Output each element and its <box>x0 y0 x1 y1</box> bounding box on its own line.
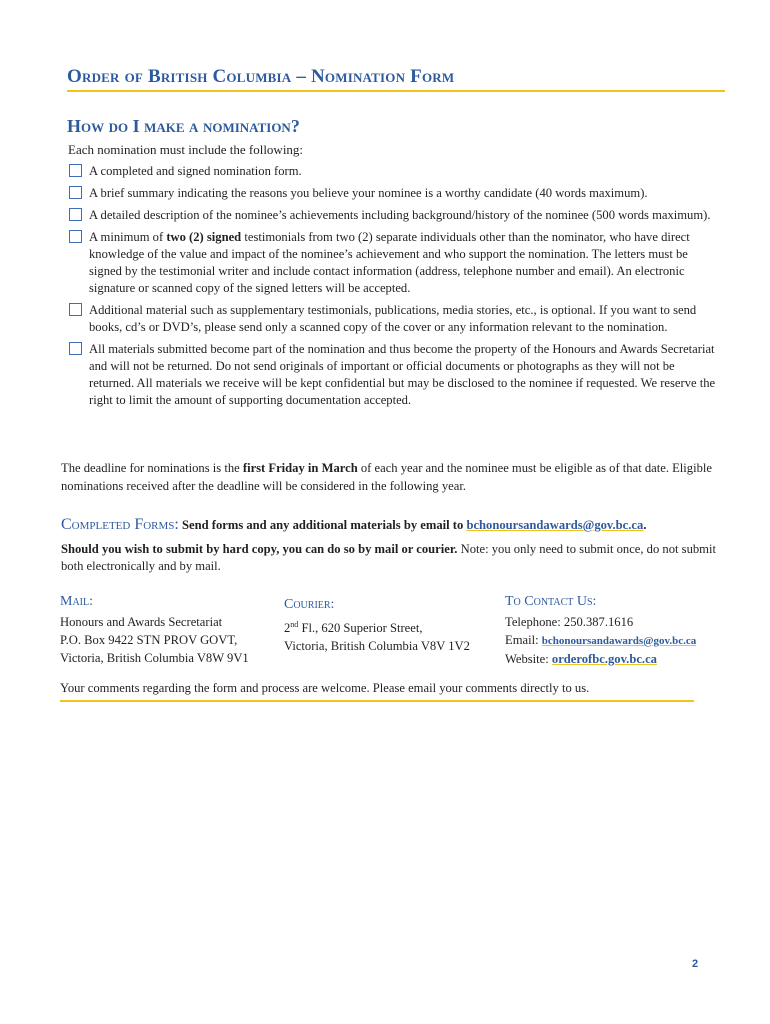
checkbox-detailed-description[interactable] <box>69 208 82 221</box>
hardcopy-paragraph <box>61 541 723 575</box>
page-number: 2 <box>692 958 699 970</box>
checklist-item-text: All materials submitted become part of the nomination and thus become the property of the Honours and Awards Secretariat and will not be returned. Do not send originals of important or official documents or photographs as they will not be returned. All materials we receive will be kept confidential but may be disclosed to the nominee if requested. We reserve the right to limit the amount of supporting documentation accepted. <box>89 342 716 407</box>
checklist-item-text: A completed and signed nomination form. <box>89 164 302 178</box>
checklist-item-text: A brief summary indicating the reasons you believe your nominee is a worthy candidate (40 words maximum). <box>89 186 648 200</box>
contact-email-link[interactable]: bchonoursandawards@gov.bc.ca <box>541 635 697 647</box>
testimonials-post-text: testimonials from two (2) separate individuals other than the nominator, who have direct knowledge of the value and impact of the nominee’s achievement and who support the nomination. The letters must be signed by the testimonial writer and include contact information (address, telephone number and email). An electronic signature or scanned copy of the signed letters will be accepted. <box>89 230 690 295</box>
contact-heading: To Contact Us: <box>505 594 597 609</box>
hardcopy-bold: Should you wish to submit by hard copy, you can do so by mail or courier. <box>61 542 458 556</box>
hardcopy-note: Note: you only need to submit once, do not submit both electronically and by mail. <box>61 542 716 573</box>
checkbox-nomination-form[interactable] <box>69 164 82 177</box>
testimonials-bold-text: two (2) signed <box>166 230 242 244</box>
mail-heading: Mail: <box>60 594 93 609</box>
completed-forms-label: Completed Forms: <box>61 516 179 533</box>
deadline-paragraph <box>61 459 723 495</box>
courier-line <box>284 616 499 637</box>
mail-line: P.O. Box 9422 STN PROV GOVT, <box>60 633 238 647</box>
checkbox-materials-property[interactable] <box>69 342 82 355</box>
deadline-pre: The deadline for nominations is the <box>61 461 243 475</box>
deadline-bold: first Friday in March <box>242 461 358 475</box>
courier-street: Fl., 620 Superior Street, <box>298 621 423 636</box>
courier-floor-suffix: nd <box>290 620 299 629</box>
section-heading-how: How do I make a nomination? <box>67 116 300 136</box>
checklist-item-text: Additional material such as supplementary testimonials, publications, media stories, etc., is optional. If you want to send books, cd’s or DVD’s, please send only a scanned copy of the cover or any information relevant to the nomination. <box>89 303 697 334</box>
completed-forms-paragraph <box>61 516 723 534</box>
completed-forms-period: . <box>643 518 647 532</box>
deadline-post: of each year and the nominee must be eligible as of that date. Eligible nominations received after the deadline will be considered in the following year. <box>61 461 712 493</box>
courier-line: Victoria, British Columbia V8V 1V2 <box>284 639 470 654</box>
mail-line: Victoria, British Columbia V8W 9V1 <box>60 651 249 665</box>
courier-address-block <box>284 596 499 655</box>
checkbox-brief-summary[interactable] <box>69 186 82 199</box>
checklist-item-text: A detailed description of the nominee’s achievements including background/history of the nominee (500 words maximum). <box>89 208 711 222</box>
checklist-item <box>69 163 721 180</box>
checklist-item <box>69 207 721 224</box>
contact-website-link[interactable]: orderofbc.gov.bc.ca <box>551 652 657 666</box>
document-title: Order of British Columbia – Nomination Form <box>67 66 725 92</box>
requirements-checklist <box>69 163 721 414</box>
completed-forms-text: Send forms and any additional materials by email to <box>178 518 467 532</box>
courier-heading: Courier: <box>284 597 335 612</box>
submission-email-link[interactable]: bchonoursandawards@gov.bc.ca <box>466 518 644 532</box>
contact-block <box>505 593 745 668</box>
mail-address-block <box>60 593 275 667</box>
checklist-item <box>69 341 721 409</box>
checkbox-testimonials[interactable] <box>69 230 82 243</box>
checklist-item-text <box>89 229 721 297</box>
contact-website-label: Website: <box>505 652 552 666</box>
checklist-item <box>69 185 721 202</box>
intro-text: Each nomination must include the following: <box>68 142 304 157</box>
contact-telephone: Telephone: 250.387.1616 <box>505 615 634 629</box>
contact-website-line <box>505 650 745 668</box>
comments-note: Your comments regarding the form and process are welcome. Please email your comments directly to us. <box>60 681 694 702</box>
courier-floor: 2 <box>284 621 291 636</box>
testimonials-pre-text: A minimum of <box>89 230 167 244</box>
checklist-item <box>69 302 721 336</box>
contact-email-line <box>505 631 745 650</box>
checkbox-additional-material[interactable] <box>69 303 82 316</box>
contact-email-label: Email: <box>505 633 542 647</box>
checklist-item <box>69 229 721 297</box>
mail-line: Honours and Awards Secretariat <box>60 615 223 629</box>
